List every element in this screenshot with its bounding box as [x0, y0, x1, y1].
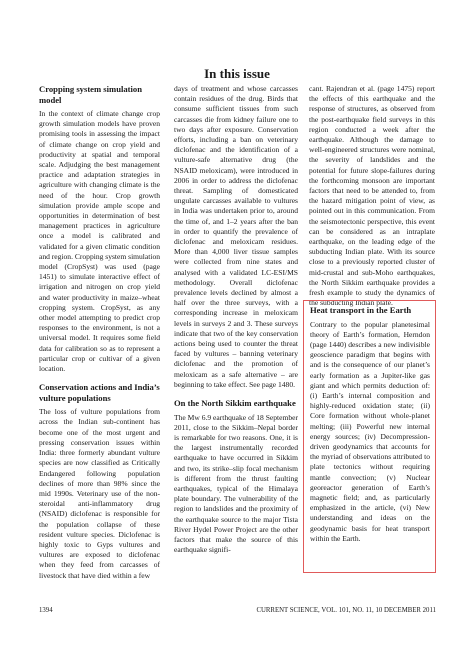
page-title: In this issue — [204, 66, 270, 81]
section-heading-vultures: Conservation actions and India’s vulture populations — [39, 382, 160, 403]
section-text-vultures: The loss of vulture populations from across the Indian sub-continent has become one of the most urgent and pressing conservation issues within India: three formerly abundant vulture species are now classified as Critically Endangered following population declines of more than 98% since the mid 1990s. Veterinary use of the non-steroidal anti-inflammatory drug (NSAID) diclofenac is responsible for the population collapse of these resident vulture species. Diclofenac is highly toxic to Gyps vultures and vultures are exposed to diclofenac when they feed from carcasses of livestock that have died within a few — [39, 407, 160, 580]
section-text-sikkim-continued: cant. Rajendran et al. (page 1475) report the effects of this earthquake and the response of structures, as observed from the post-earthquake field surveys in this region conducted a week after the earthquake. Although the damage to well-engineered structures were nominal, the severity of landslides and the potential for future slope-failures during the forthcoming monsoon are important factors that need to be attended to, from the hazard mitigation point of view, as pointed out in this communication. From the seismotectonic perspective, this event can be considered as an intraplate earthquake, on the leading edge of the subducting Indian plate. With its source close to a previously reported cluster of mid-crustal and sub-Moho earthquakes, the North Sikkim earthquake provides a fresh example to study the dynamics of the subducting Indian plate. — [309, 84, 435, 308]
section-text-heat: Contrary to the popular planetesimal theory of Earth’s formation, Herndon (page 1440) describes a new indivisible geoscience paradigm that begins with and is the consequence of our planet’s early formation as a Jupiter-like gas giant and which permits deduction of: (i) Earth’s internal composition and highly-reduced oxidation state; (ii) Core formation without whole-planet melting; (iii) Powerful new internal energy sources; (iv) Decompression-driven geodynamics that accounts for the myriad of observations attributed to plate tectonics without requiring mantle convection; (v) Nuclear georeactor generation of Earth’s magnetic field; and, as particularly emphasized in the article, (vi) New understanding and ideas on the geodynamic basis for heat transport within the Earth. — [310, 319, 430, 543]
highlight-box-heat-transport — [303, 300, 436, 573]
section-heading-heat: Heat transport in the Earth — [310, 305, 412, 315]
column-2 — [174, 84, 298, 555]
section-heading-sikkim: On the North Sikkim earthquake — [174, 398, 296, 409]
section-heading-cropping: Cropping system simulation model — [39, 84, 142, 105]
page-number: 1394 — [39, 607, 53, 614]
section-text-cropping: In the context of climate change crop growth simulation models have proven promising tools in assessing the impact of climate change on crop yield and productivity at spatial and temporal scale. Adjudging the best management practice and adaptation strategies in agriculture with changing climate is the need of the hour. Crop growth simulation provide ample scope and opportunities in determination of best management practices in agriculture once a model is calibrated and validated for a given climatic condition and region. Cropping system simulation model (CropSyst) was used (page 1451) to simulate interactive effect of irrigation and nitrogen on crop yield and water productivity in maize–wheat cropping system. CropSyst, as any other model attempting to predict crop responses to the environment, is not a universal model. It requires some field data for calibration so as to represent a particular crop or cultivar of a given location. — [39, 109, 160, 374]
column-1 — [39, 84, 160, 581]
section-text-vultures-continued: days of treatment and whose carcasses contain residues of the drug. Birds that consume sufficient tissues from such carcasses die from kidney failure one to two days after exposure. Conservation efforts, including a ban on veterinary diclofenac and the identification of a vulture-safe alternative drug (the NSAID meloxicam), were introduced in 2006 in order to address the diclofenac threat. Sampling of domesticated ungulate carcasses available to vultures in India was undertaken prior to, around the time of, and 1–2 years after the ban in order to quantify the prevalence of diclofenac and meloxicam residues. More than 4,000 liver tissue samples were collected from nine states and analysed with a validated LC-ESI/MS methodology. Overall diclofenac prevalence levels declined by almost a half over the three surveys, with a corresponding increase in meloxicam levels in surveys 2 and 3. These surveys indicate that two of the key conservation actions being used to counter the threat faced by vultures – banning veterinary diclofenac and the promotion of meloxicam as a safe alternative – are beginning to take effect. See page 1480. — [174, 84, 298, 389]
section-text-sikkim: The Mw 6.9 earthquake of 18 September 2011, close to the Sikkim–Nepal border is remarkable for two reasons. One, it is the largest instrumentally recorded earthquake to have occurred in Sikkim and two, its strike–slip focal mechanism is different from the thrust faulting earthquakes, typical of the Himalaya plate boundary. The vulnerability of the region to landslides and the proximity of the earthquake source to the major Tista River Hydel Power Project are the other factors that make the source of this earthquake signifi- — [174, 412, 298, 555]
journal-footer: CURRENT SCIENCE, VOL. 101, NO. 11, 10 DECEMBER 2011 — [256, 607, 436, 614]
column-3 — [309, 84, 435, 308]
